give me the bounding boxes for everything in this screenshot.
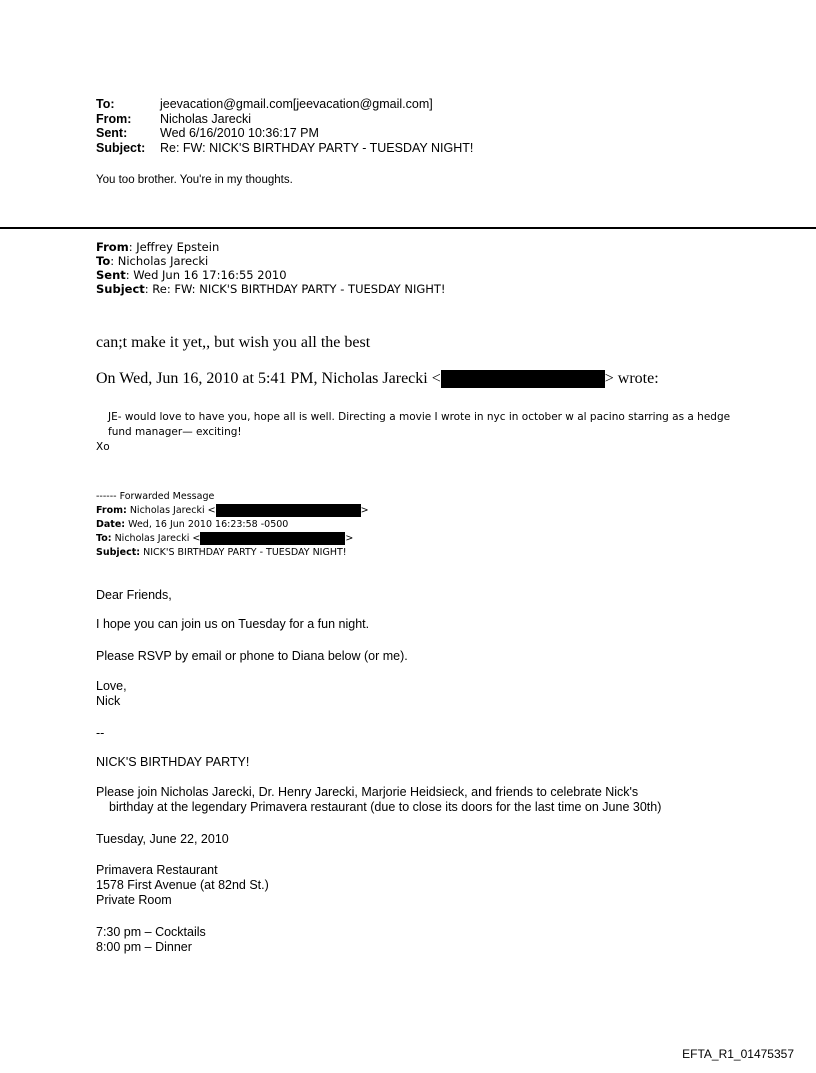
invite-paragraph-2: Please RSVP by email or phone to Diana below (or me). xyxy=(96,649,408,663)
header2-to-row xyxy=(96,254,446,268)
fwd-subject-label: Subject: xyxy=(96,547,141,558)
signoff-name: Nick xyxy=(96,694,121,708)
sent-value: : Wed Jun 16 17:16:55 2010 xyxy=(125,268,287,282)
email-header-1 xyxy=(96,97,473,155)
from-value: Nicholas Jarecki xyxy=(160,111,252,126)
fwd-from-end: > xyxy=(360,505,369,516)
fwd-date-value: Wed, 16 Jun 2010 16:23:58 -0500 xyxy=(128,519,289,530)
invite-greeting: Dear Friends, xyxy=(96,588,172,602)
schedule-cocktails: 7:30 pm – Cocktails xyxy=(96,925,206,939)
forwarded-title: ------ Forwarded Message xyxy=(96,491,215,502)
reply-message-1: You too brother. You're in my thoughts. xyxy=(96,174,293,186)
event-title: NICK'S BIRTHDAY PARTY! xyxy=(96,755,250,769)
event-date: Tuesday, June 22, 2010 xyxy=(96,832,229,846)
event-details xyxy=(96,785,661,815)
header2-from-row xyxy=(96,240,446,254)
from-label: From: xyxy=(96,111,132,126)
invite-signoff xyxy=(96,679,127,709)
header2-sent-row xyxy=(96,268,446,282)
fwd-date-label: Date: xyxy=(96,519,126,530)
venue-address: 1578 First Avenue (at 82nd St.) xyxy=(96,878,269,892)
event-venue xyxy=(96,863,269,908)
wrote-line-after: > wrote: xyxy=(604,370,659,387)
forwarded-header xyxy=(96,490,369,560)
subject-value: : Re: FW: NICK'S BIRTHDAY PARTY - TUESDAY NIGHT! xyxy=(144,282,446,296)
forwarded-date-row xyxy=(96,518,369,532)
sent-label: Sent xyxy=(96,268,126,282)
reply-message-2: can;t make it yet,, but wish you all the best xyxy=(96,334,371,351)
venue-room: Private Room xyxy=(96,893,172,907)
forwarded-subject-row xyxy=(96,546,369,560)
forwarded-from-row xyxy=(96,504,369,518)
header-subject-row xyxy=(96,141,473,156)
fwd-to-label: To: xyxy=(96,533,112,544)
to-label: To xyxy=(96,254,111,268)
document-id: EFTA_R1_01475357 xyxy=(682,1047,794,1061)
to-value: jeevacation@gmail.com[jeevacation@gmail.com] xyxy=(160,97,433,111)
fwd-to-end: > xyxy=(345,533,354,544)
from-label: From xyxy=(96,240,129,254)
subject-label: Subject: xyxy=(96,140,146,155)
fwd-from-label: From: xyxy=(96,505,127,516)
fwd-subject-value: NICK'S BIRTHDAY PARTY - TUESDAY NIGHT! xyxy=(143,547,347,558)
fwd-to-value: Nicholas Jarecki < xyxy=(114,533,201,544)
subject-label: Subject xyxy=(96,282,145,296)
fwd-from-value: Nicholas Jarecki < xyxy=(129,505,216,516)
email-header-2 xyxy=(96,240,446,296)
from-value: : Jeffrey Epstein xyxy=(128,240,220,254)
event-details-line-1: Please join Nicholas Jarecki, Dr. Henry Jarecki, Marjorie Heidsieck, and friends to celebrate Nick's xyxy=(96,785,639,799)
header-from-row xyxy=(96,112,473,127)
event-details-line-2: birthday at the legendary Primavera restaurant (due to close its doors for the last time on June 30th) xyxy=(109,800,662,814)
event-schedule xyxy=(96,925,206,955)
header2-subject-row xyxy=(96,282,446,296)
header-sent-row xyxy=(96,126,473,141)
schedule-dinner: 8:00 pm – Dinner xyxy=(96,940,192,954)
venue-name: Primavera Restaurant xyxy=(96,863,218,877)
signoff-love: Love, xyxy=(96,679,127,693)
divider-rule xyxy=(0,227,816,229)
redaction-block xyxy=(200,532,345,545)
redaction-block xyxy=(216,504,361,517)
signature-separator: -- xyxy=(96,726,105,740)
sent-value: Wed 6/16/2010 10:36:17 PM xyxy=(160,126,319,140)
wrote-line xyxy=(96,370,659,388)
sent-label: Sent: xyxy=(96,126,128,140)
wrote-line-before: On Wed, Jun 16, 2010 at 5:41 PM, Nicholas Jarecki < xyxy=(96,370,441,387)
invite-paragraph-1: I hope you can join us on Tuesday for a fun night. xyxy=(96,617,370,631)
header-to-row xyxy=(96,97,473,112)
redaction-block xyxy=(441,370,605,388)
forwarded-to-row xyxy=(96,532,369,546)
to-label: To: xyxy=(96,97,115,111)
to-value: : Nicholas Jarecki xyxy=(110,254,209,268)
quoted-signoff: Xo xyxy=(96,441,110,453)
quoted-message: JE- would love to have you, hope all is well. Directing a movie I wrote in nyc in october w al pacino starring as a hedge fund manager— exciting! xyxy=(108,411,731,438)
subject-value: Re: FW: NICK'S BIRTHDAY PARTY - TUESDAY NIGHT! xyxy=(160,140,474,155)
